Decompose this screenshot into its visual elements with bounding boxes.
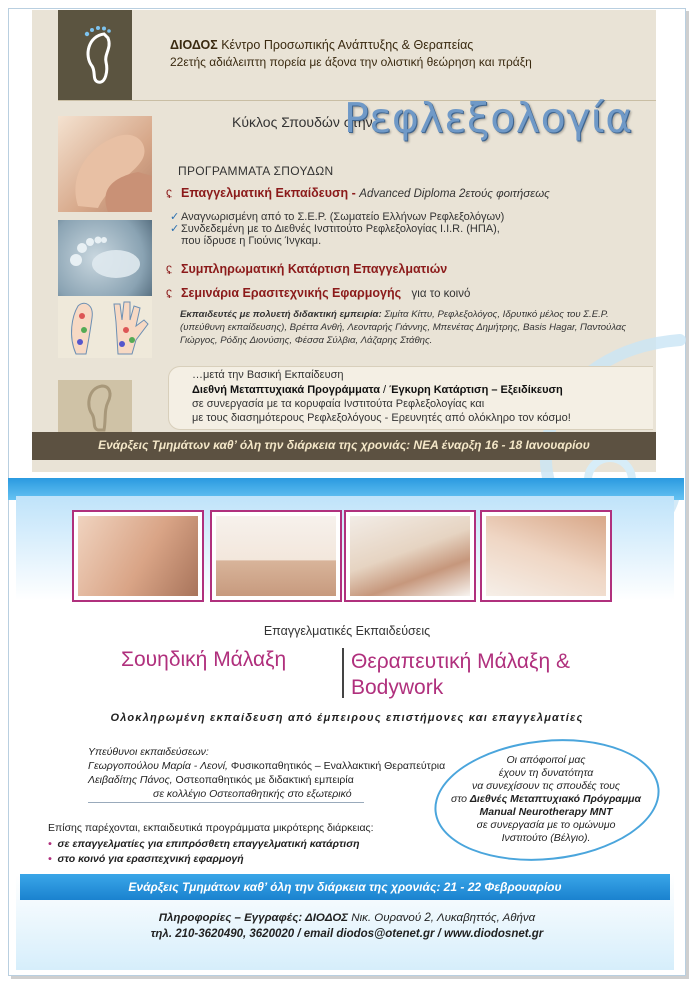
program-seminars-title: Σεμινάρια Ερασιτεχνικής Εφαρμογής (181, 286, 402, 300)
org-tagline: 22ετής αδιάλειπτη πορεία με άξονα την ολιστική θεώρηση και πράξη (170, 55, 532, 69)
foot-bullet-icon: ʢ (166, 263, 172, 277)
massage-photo-4 (480, 510, 612, 602)
program-professional-title: Επαγγελματική Εκπαίδευση - (181, 186, 356, 200)
postgrad-programs (192, 384, 563, 396)
education-heading: Επαγγελματικές Εκπαιδεύσεις (263, 624, 431, 638)
oval-line-7: Ινστιτούτο (Βέλγιο). (501, 832, 591, 844)
program-seminars-subtitle: για το κοινό (411, 288, 471, 300)
oval-line-4-a: στο (450, 793, 470, 805)
info-label: Πληροφορίες – Εγγραφές: (158, 912, 303, 924)
instructor-2 (88, 774, 354, 786)
checkmark-icon: ✓ (170, 211, 180, 223)
programs-heading: ΠΡΟΓΡΑΜΜΑΤΑ ΣΠΟΥΔΩΝ (178, 164, 334, 178)
postgrad-programs-b: Έγκυρη Κατάρτιση – Εξειδίκευση (389, 384, 563, 396)
reflexology-map-photo (58, 296, 152, 358)
oval-line-3: να συνεχίσουν τις σπουδές τους (471, 780, 621, 792)
oval-line-5: Manual Neurotherapy MNT (479, 806, 613, 818)
contact-line: τηλ. 210-3620490, 3620020 / email diodos@otenet.gr / www.diodosnet.gr (150, 928, 544, 940)
instructor-1-desc: Φυσικοπαθητικός – Εναλλακτική Θεραπεύτρια (227, 760, 446, 772)
massage-photo-2 (210, 510, 342, 602)
also-offered: Επίσης παρέχονται, εκπαιδευτικά προγράμματα μικρότερης διάρκειας: (48, 822, 374, 834)
bullet-dot: • (48, 853, 52, 865)
postgrad-programs-a: Διεθνή Μεταπτυχιακά Προγράμματα (192, 384, 380, 396)
massage-photo-3 (344, 510, 476, 602)
instructor-2-name: Λειβαδίτης Πάνος, (88, 774, 173, 786)
water-footprint-photo (58, 220, 152, 296)
swedish-massage-title: Σουηδική Μάλαξη (121, 648, 287, 671)
foot-bullet-icon: ʢ (166, 187, 172, 201)
instructor-1 (88, 760, 445, 772)
therapeutic-massage-title: Θεραπευτική Μάλαξη & (351, 650, 570, 673)
oval-line-4-b: Διεθνές Μεταπτυχιακό Πρόγραμμα (469, 793, 641, 805)
postgrad-separator: / (379, 384, 390, 396)
decorative-square (58, 380, 132, 432)
instructor-2-cont: σε κολλέγιο Οστεοπαθητικής στο εξωτερικό (153, 788, 352, 800)
oval-line-1: Οι απόφοιτοί μας (506, 754, 586, 766)
program-professional-subtitle: Advanced Diploma 2ετούς φοιτήσεως (359, 188, 550, 200)
postgrad-line-3: σε συνεργασία με τα κορυφαία Ινστιτούτα Ρεφλεξολογίας και (192, 398, 485, 410)
also-item-2-text: στο κοινό για ερασιτεχνική εφαρμογή (57, 853, 244, 865)
program-supplementary: Συμπληρωματική Κατάρτιση Επαγγελματιών (181, 262, 448, 276)
reflexology-dates-text: Ενάρξεις Τμημάτων καθ’ όλη την διάρκεια της χρονιάς: ΝΕΑ έναρξη 16 - 18 Ιανουαρίου (98, 438, 590, 452)
info-org: ΔΙΟΔΟΣ (302, 912, 349, 924)
course-prefix: Κύκλος Σπουδών στην (232, 114, 373, 130)
accreditation-line-2: Συνδεδεμένη με το Διεθνές Ινστιτούτο Ρεφλεξολογίας I.I.R. (ΗΠΑ), (181, 223, 500, 235)
title-divider (342, 648, 344, 698)
trainers-label: Εκπαιδευτές με πολυετή διδακτική εμπειρία: (180, 309, 382, 320)
oval-line-4 (426, 793, 666, 805)
also-item-1-text: σε επαγγελματίες για επιπρόσθετη επαγγελματική κατάρτιση (57, 838, 360, 850)
program-professional (181, 186, 550, 200)
massage-photo-1 (72, 510, 204, 602)
massage-tagline: Ολοκληρωμένη εκπαίδευση από έμπειρους επιστήμονες και επαγγελματίες (110, 712, 584, 724)
course-title: Ρεφλεξολογία (344, 94, 633, 142)
accreditation-line-1: Αναγνωρισμένη από το Σ.Ε.Ρ. (Σωματείο Ελλήνων Ρεφλεξολόγων) (181, 211, 505, 223)
postgrad-line-4: με τους διασημότερους Ρεφλεξολόγους - Ερευνητές από ολόκληρο τον κόσμο! (192, 412, 571, 424)
also-item-2 (48, 853, 244, 865)
org-name: ΔΙΟΔΟΣ (170, 38, 218, 52)
also-item-1 (48, 838, 360, 850)
instructor-2-desc: Οστεοπαθητικός με διδακτική εμπειρία (172, 774, 354, 786)
foot-bullet-icon: ʢ (166, 287, 172, 301)
info-line (0, 912, 694, 924)
foot-logo-icon (78, 26, 118, 86)
checkmark-icon: ✓ (170, 223, 180, 235)
instructor-1-name: Γεωργοπούλου Μαρία - Λεονί, (88, 760, 228, 772)
program-seminars (181, 286, 470, 300)
massage-dates-text: Ενάρξεις Τμημάτων καθ’ όλη την διάρκεια της χρονιάς: 21 - 22 Φεβρουαρίου (128, 880, 562, 894)
org-description: Κέντρο Προσωπικής Ανάπτυξης & Θεραπείας (221, 38, 474, 52)
oval-line-6: σε συνεργασία με το ομώνυμο (476, 819, 616, 831)
trainers-text (180, 308, 650, 347)
oval-line-2: έχουν τη δυνατότητα (498, 767, 594, 779)
bodywork-title: Bodywork (351, 676, 444, 699)
info-address: Νικ. Ουρανού 2, Λυκαβηττός, Αθήνα (348, 912, 536, 924)
postgrad-intro: …μετά την Βασική Εκπαίδευση (192, 369, 344, 381)
trainers-list: Σιμίτα Κίττυ, Ρεφλεξολόγος, Ιδρυτικό μέλος του Σ.Ε.Ρ. (υπεύθυνη εκπαίδευσης), Βρέττα Ανθή, Λεονταρής Γιάννης, Μπενέτας Δημήτρης, Basis Hagar, Παντούλας Γιώργος, Ρόδης Διονύσης, Φέσσα Σύλβια, Λάζαρης Στάθης. (180, 309, 627, 346)
divider (88, 802, 364, 803)
bullet-dot: • (48, 838, 52, 850)
foot-massage-photo (58, 116, 152, 212)
org-heading (170, 38, 473, 52)
accreditation-line-2-cont: που ίδρυσε η Γιούνις Ίνγκαμ. (181, 235, 322, 247)
instructors-heading: Υπεύθυνοι εκπαιδεύσεων: (88, 746, 209, 758)
